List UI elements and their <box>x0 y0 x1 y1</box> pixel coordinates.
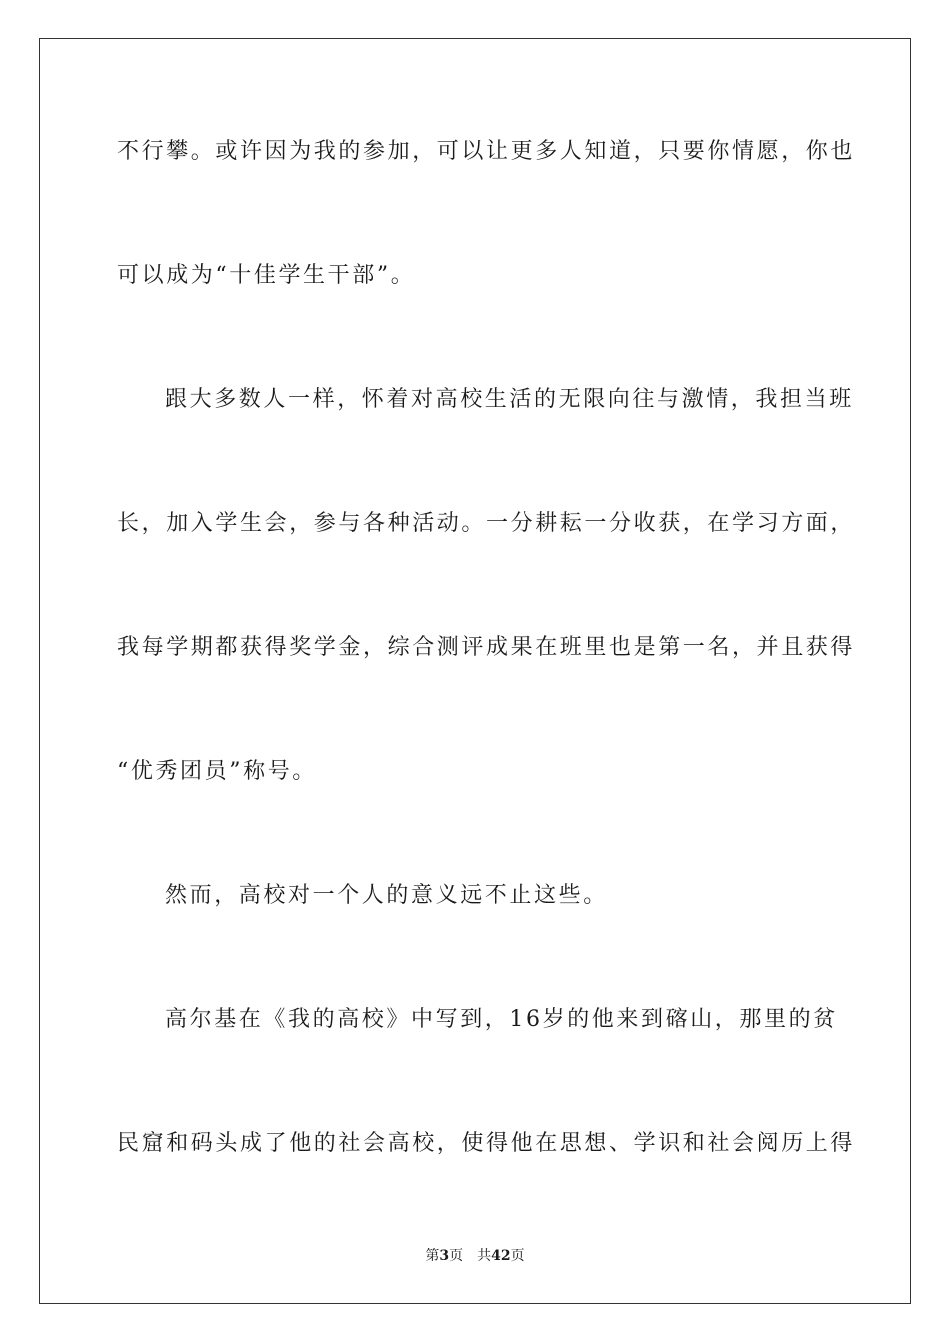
text-line-4: 长，加入学生会，参与各种活动。一分耕耘一分收获，在学习方面， <box>117 511 856 536</box>
text-line-6: “优秀团员”称号。 <box>117 759 317 784</box>
text-line-3: 跟大多数人一样，怀着对高校生活的无限向往与激情，我担当班 <box>165 387 854 412</box>
text-line-8: 高尔基在《我的高校》中写到，16岁的他来到碦山，那里的贫 <box>165 1007 838 1032</box>
footer-total-prefix: 共 <box>477 1248 492 1264</box>
footer-page-suffix: 页 <box>449 1248 464 1264</box>
footer-page-total: 42 <box>491 1248 511 1264</box>
page-border <box>39 38 911 1304</box>
text-line-2: 可以成为“十佳学生干部”。 <box>117 263 416 288</box>
footer-total-suffix: 页 <box>510 1248 525 1264</box>
footer-page-prefix: 第 <box>425 1248 440 1264</box>
text-line-7: 然而，高校对一个人的意义远不止这些。 <box>165 883 608 908</box>
text-line-9: 民窟和码头成了他的社会高校，使得他在思想、学识和社会阅历上得 <box>117 1131 856 1156</box>
text-line-1: 不行攀。或许因为我的参加，可以让更多人知道，只要你情愿，你也 <box>117 139 856 164</box>
text-line-5: 我每学期都获得奖学金，综合测评成果在班里也是第一名，并且获得 <box>117 635 856 660</box>
footer-page-current: 3 <box>439 1248 450 1264</box>
page-footer <box>0 1246 950 1266</box>
